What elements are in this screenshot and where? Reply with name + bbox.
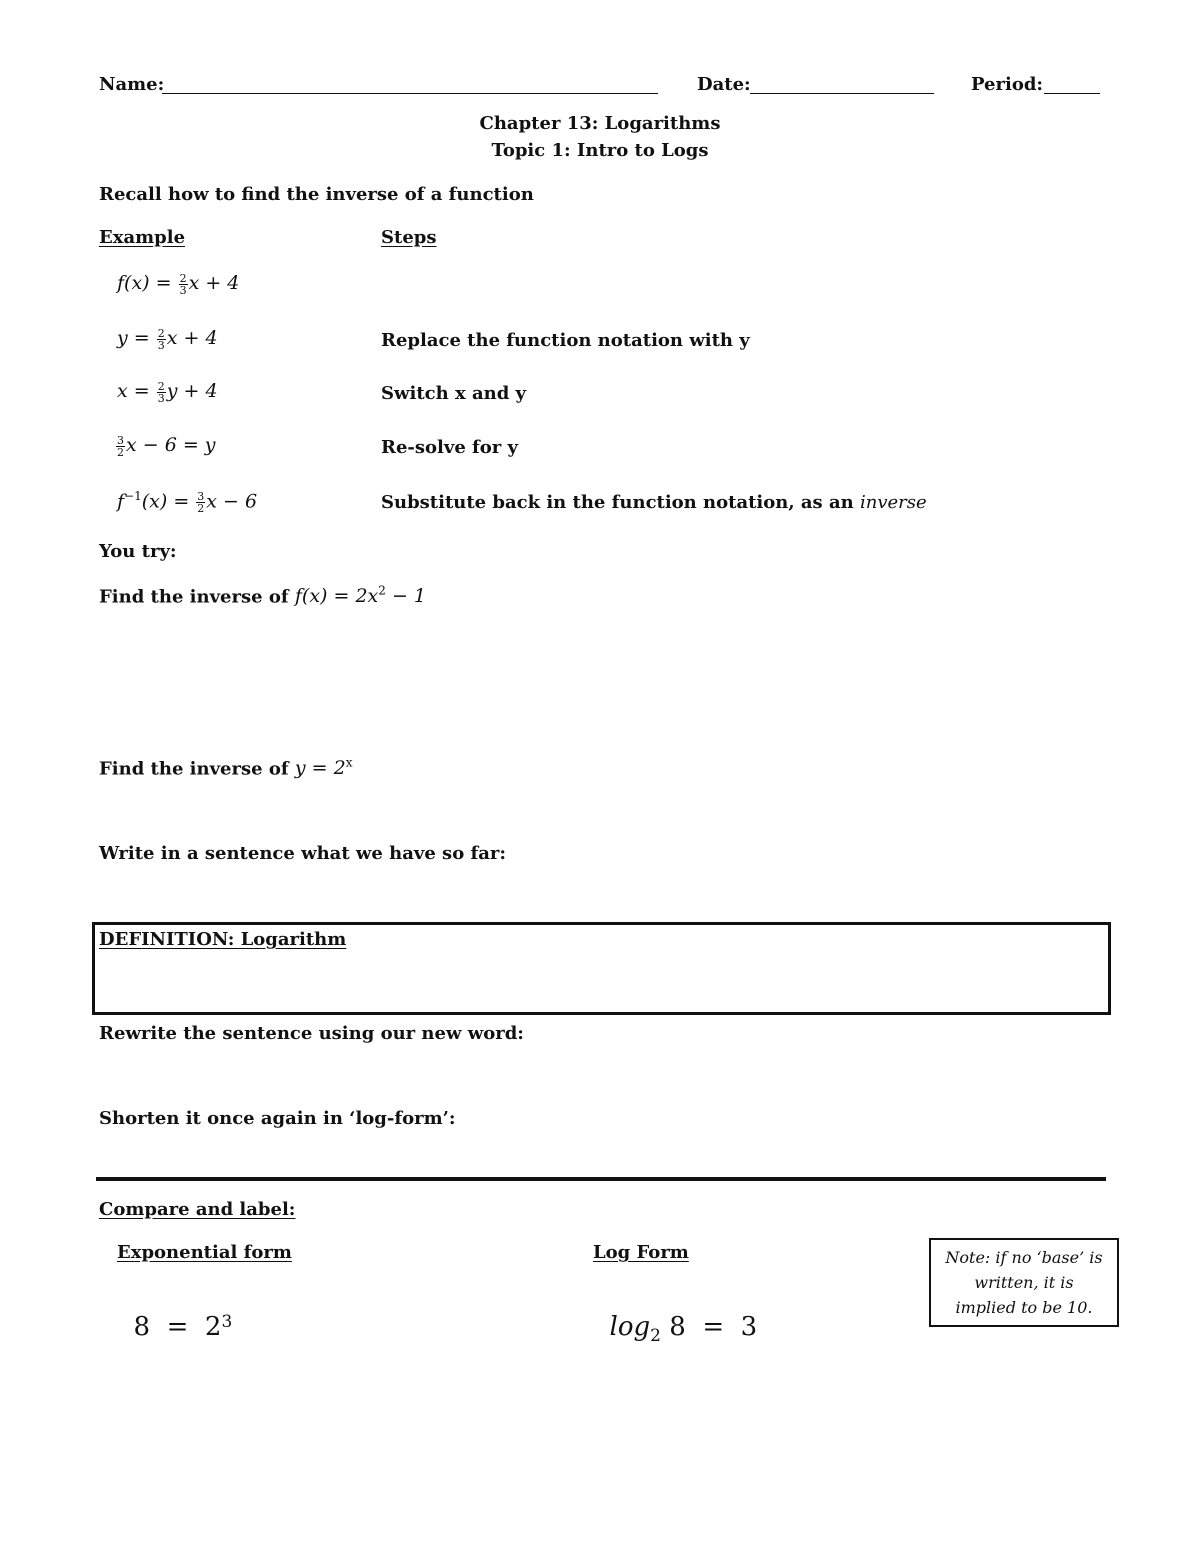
exponential-example: $8 = 2^3$ bbox=[133, 1312, 233, 1342]
name-label: Name: bbox=[99, 74, 165, 95]
rewrite-prompt: Rewrite the sentence using our new word: bbox=[99, 1023, 524, 1044]
date-label: Date: bbox=[697, 74, 751, 95]
chapter-title: Chapter 13: Logarithms bbox=[479, 113, 721, 134]
note-line-1: Note: if no ‘base’ is bbox=[945, 1248, 1103, 1267]
period-label: Period: bbox=[971, 74, 1044, 95]
steps-column-header: Steps bbox=[381, 227, 437, 248]
recall-heading: Recall how to find the inverse of a function bbox=[99, 184, 534, 205]
example-equation-2: y = $\frac{2}{3}$ x + 4 bbox=[117, 326, 218, 352]
exponential-form-label: Exponential form bbox=[117, 1242, 292, 1263]
note-line-3: implied to be 10. bbox=[955, 1298, 1093, 1317]
step-resolve: Re-solve for y bbox=[381, 437, 518, 458]
section-divider bbox=[96, 1177, 1106, 1181]
compare-heading: Compare and label: bbox=[99, 1199, 296, 1220]
shorten-prompt: Shorten it once again in ‘log-form’: bbox=[99, 1108, 456, 1129]
log-form-label: Log Form bbox=[593, 1242, 689, 1263]
date-field[interactable] bbox=[750, 92, 934, 94]
example-column-header: Example bbox=[99, 227, 186, 248]
you-try-heading: You try: bbox=[99, 541, 177, 562]
example-equation-3: x = $\frac{2}{3}$ y + 4 bbox=[117, 379, 218, 405]
write-sentence-prompt: Write in a sentence what we have so far: bbox=[99, 843, 506, 864]
example-equation-1: f(x) = $\frac{2}{3}$ x + 4 bbox=[117, 271, 240, 297]
log-form-example: $\log_2 8 = 3$ bbox=[609, 1312, 758, 1346]
definition-heading: DEFINITION: Logarithm bbox=[99, 929, 347, 950]
topic-title: Topic 1: Intro to Logs bbox=[491, 140, 709, 161]
example-equation-4: $\frac{3}{2}$ x − 6 = y bbox=[117, 433, 216, 459]
example-equation-5: $f^{-1}(x)$ = $\frac{3}{2}$ x − 6 bbox=[117, 489, 258, 515]
prompt-inverse-exponential: Find the inverse of $y = 2^x$ bbox=[99, 756, 353, 780]
step-substitute-back: Substitute back in the function notation, as an inverse bbox=[381, 492, 927, 513]
name-field[interactable] bbox=[162, 92, 658, 94]
note-box bbox=[929, 1238, 1119, 1327]
step-replace-notation: Replace the function notation with y bbox=[381, 330, 750, 351]
prompt-inverse-quadratic: Find the inverse of $f(x) = 2x^2 - 1$ bbox=[99, 584, 426, 608]
period-field[interactable] bbox=[1044, 92, 1100, 94]
note-line-2: written, it is bbox=[974, 1273, 1074, 1292]
step-switch-xy: Switch x and y bbox=[381, 383, 527, 404]
